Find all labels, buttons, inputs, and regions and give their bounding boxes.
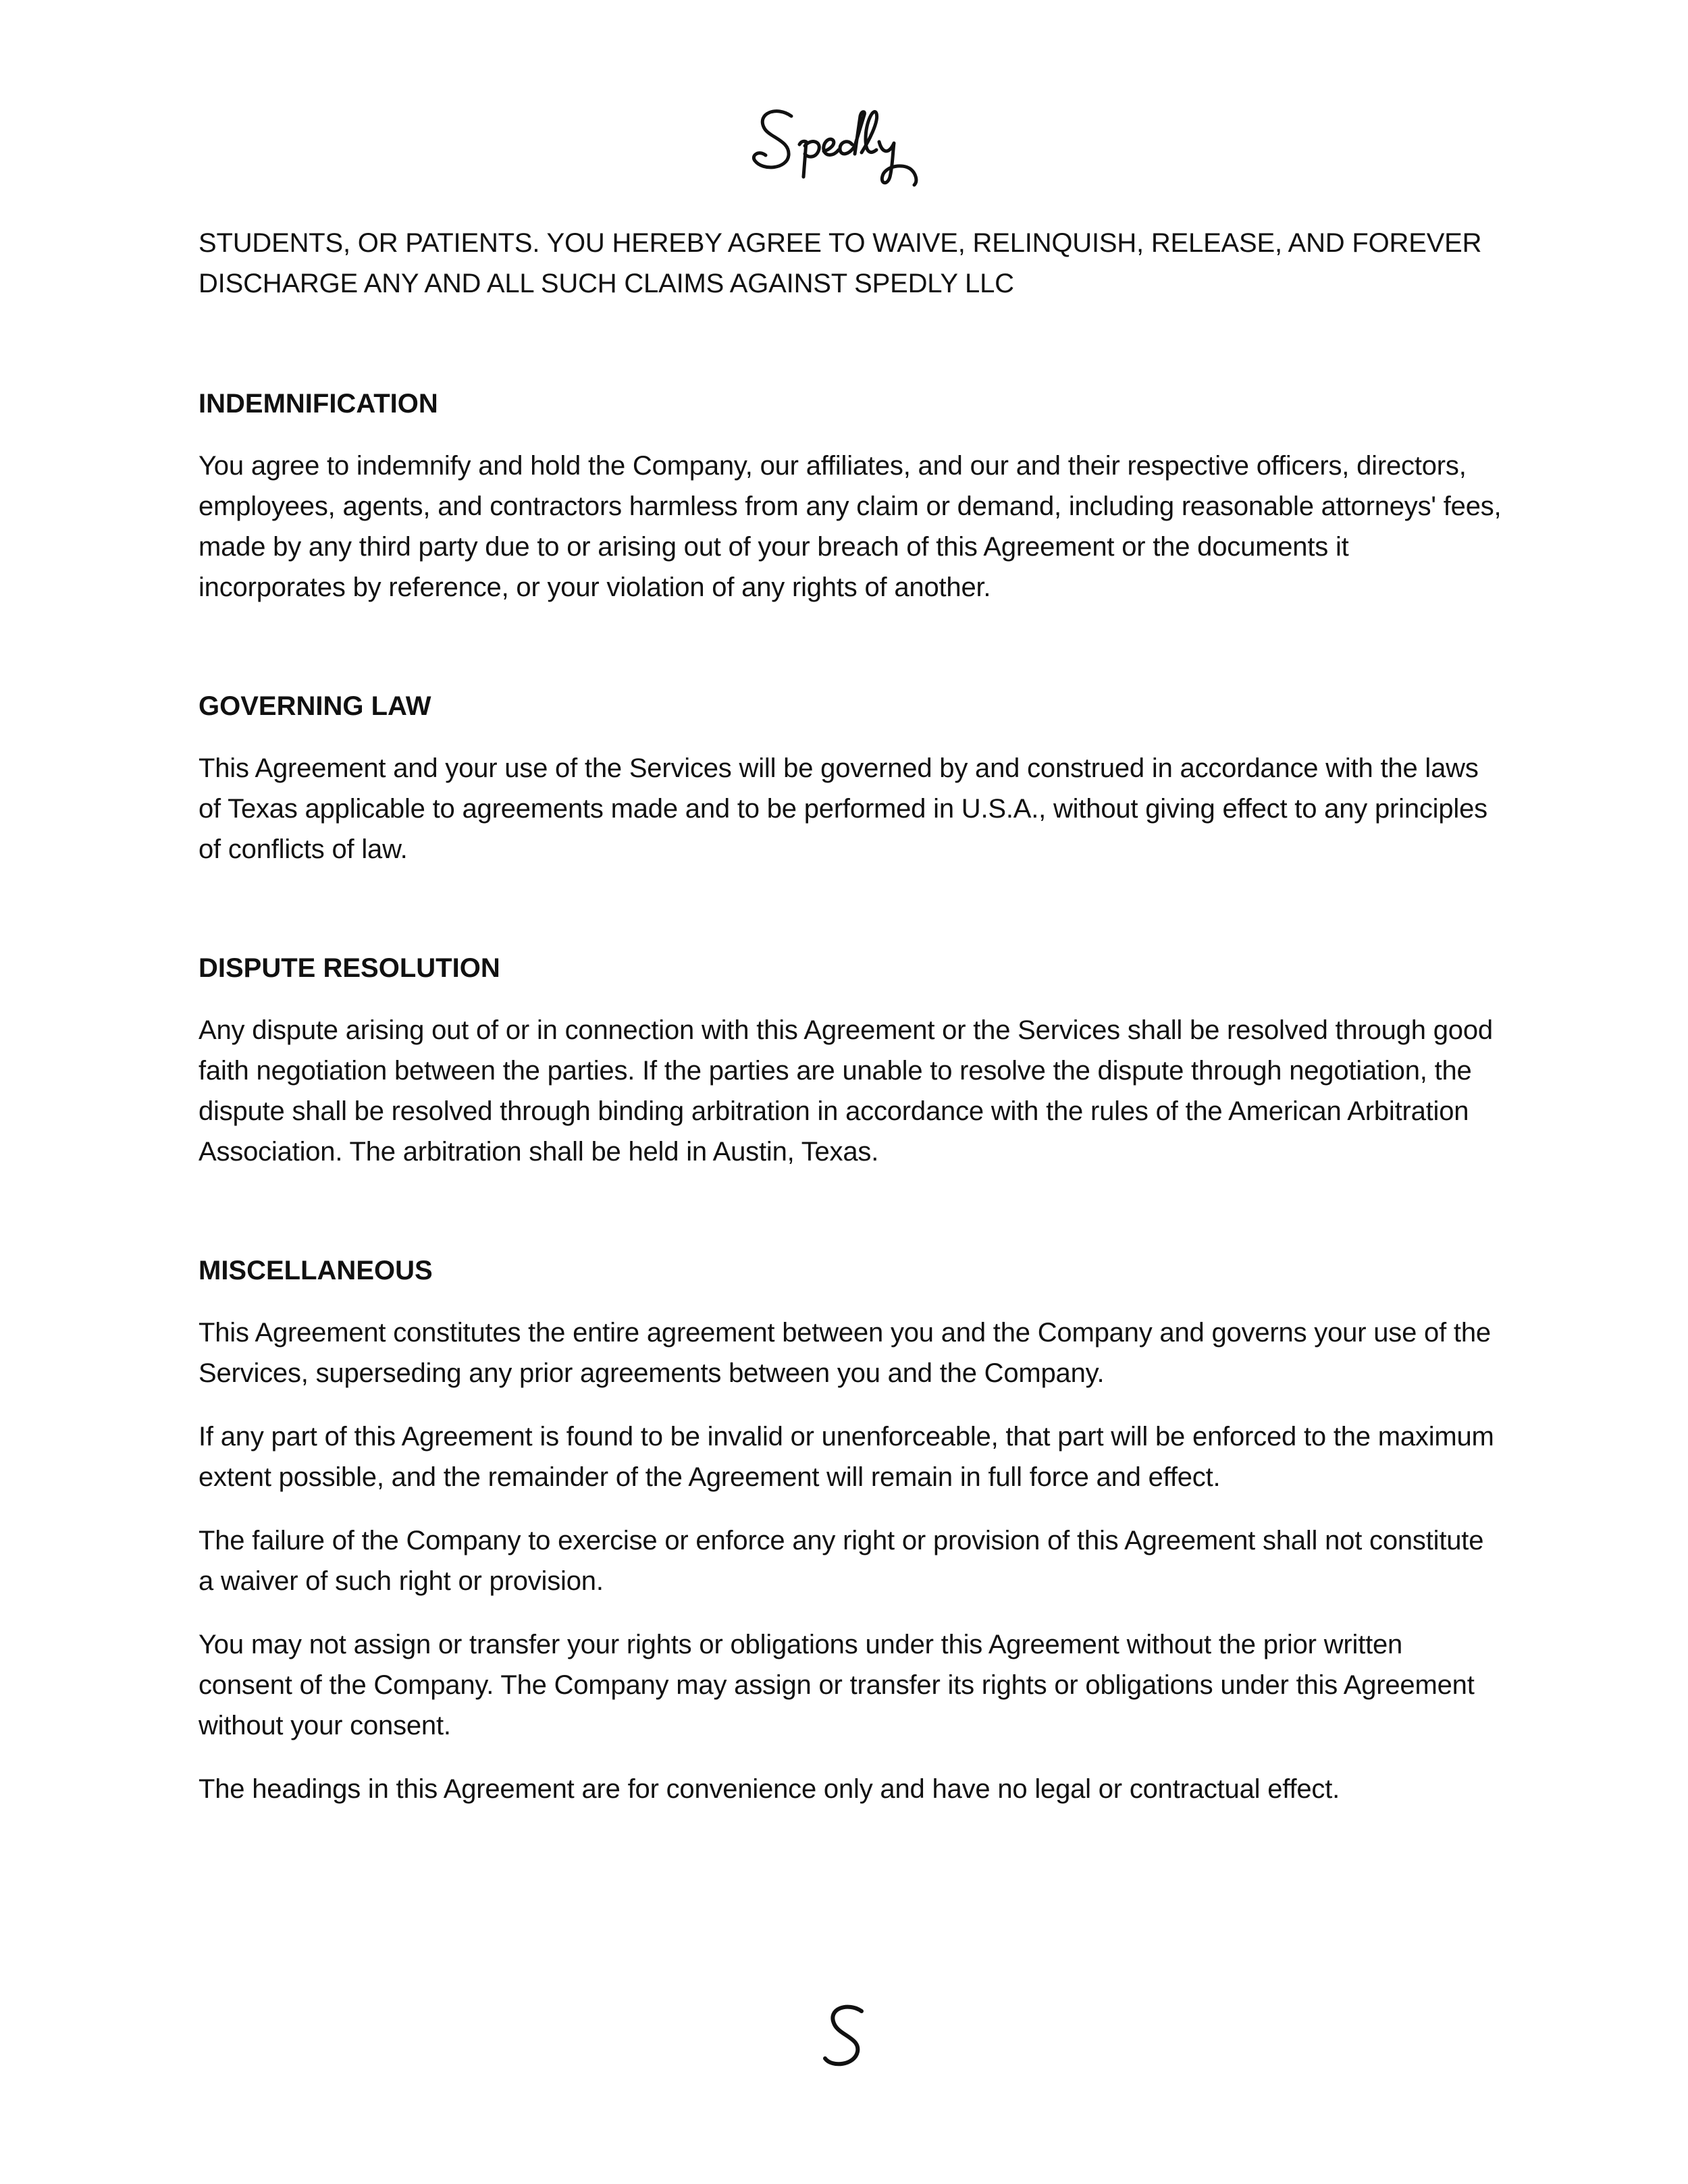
section-indemnification bbox=[199, 383, 1502, 608]
section-paragraph: You agree to indemnify and hold the Company, our affiliates, and our and their respective officers, directors, employees, agents, and contractors harmless from any claim or demand, including reasonable attorneys' fees, made by any third party due to or arising out of your breach of this Agreement or the documents it incorporates by reference, or your violation of any rights of another. bbox=[199, 451, 1502, 602]
section-governing-law bbox=[199, 686, 1502, 870]
section-paragraph: The headings in this Agreement are for convenience only and have no legal or contractual effect. bbox=[199, 1774, 1340, 1804]
section-heading: DISPUTE RESOLUTION bbox=[199, 953, 500, 983]
spedly-signature-logo-icon bbox=[749, 101, 925, 189]
section-miscellaneous bbox=[199, 1250, 1502, 1809]
logo-text bbox=[925, 101, 926, 102]
document-body bbox=[199, 223, 1502, 1832]
section-paragraph: If any part of this Agreement is found to be invalid or unenforceable, that part will be enforced to the maximum extent possible, and the remainder of the Agreement will remain in full force and effect. bbox=[199, 1422, 1494, 1492]
spedly-logo bbox=[749, 101, 925, 189]
section-heading: MISCELLANEOUS bbox=[199, 1256, 433, 1285]
section-paragraph: This Agreement and your use of the Services will be governed by and construed in accordance with the laws of Texas applicable to agreements made and to be performed in U.S.A., without giving effect to any principles of conflicts of law. bbox=[199, 753, 1487, 864]
intro-paragraph: STUDENTS, OR PATIENTS. YOU HEREBY AGREE TO WAIVE, RELINQUISH, RELEASE, AND FOREVER DISCHARGE ANY AND ALL SUCH CLAIMS AGAINST SPEDLY LLC bbox=[199, 228, 1482, 298]
section-paragraph: The failure of the Company to exercise or enforce any right or provision of this Agreement shall not constitute a waiver of such right or provision. bbox=[199, 1526, 1484, 1596]
s-monogram-icon bbox=[817, 2002, 878, 2069]
section-paragraph: You may not assign or transfer your rights or obligations under this Agreement without the prior written consent of the Company. The Company may assign or transfer its rights or obligations under this Agreement without your consent. bbox=[199, 1630, 1475, 1740]
section-paragraph: Any dispute arising out of or in connection with this Agreement or the Services shall be resolved through good faith negotiation between the parties. If the parties are unable to resolve the dispute through negotiation, the dispute shall be resolved through binding arbitration in accordance with the rules of the American Arbitration Association. The arbitration shall be held in Austin, Texas. bbox=[199, 1015, 1493, 1167]
section-dispute-resolution bbox=[199, 948, 1502, 1172]
section-paragraph: This Agreement constitutes the entire agreement between you and the Company and governs your use of the Services, superseding any prior agreements between you and the Company. bbox=[199, 1318, 1491, 1388]
footer-s-mark bbox=[817, 2002, 878, 2069]
section-heading: GOVERNING LAW bbox=[199, 691, 431, 721]
section-heading: INDEMNIFICATION bbox=[199, 389, 438, 419]
